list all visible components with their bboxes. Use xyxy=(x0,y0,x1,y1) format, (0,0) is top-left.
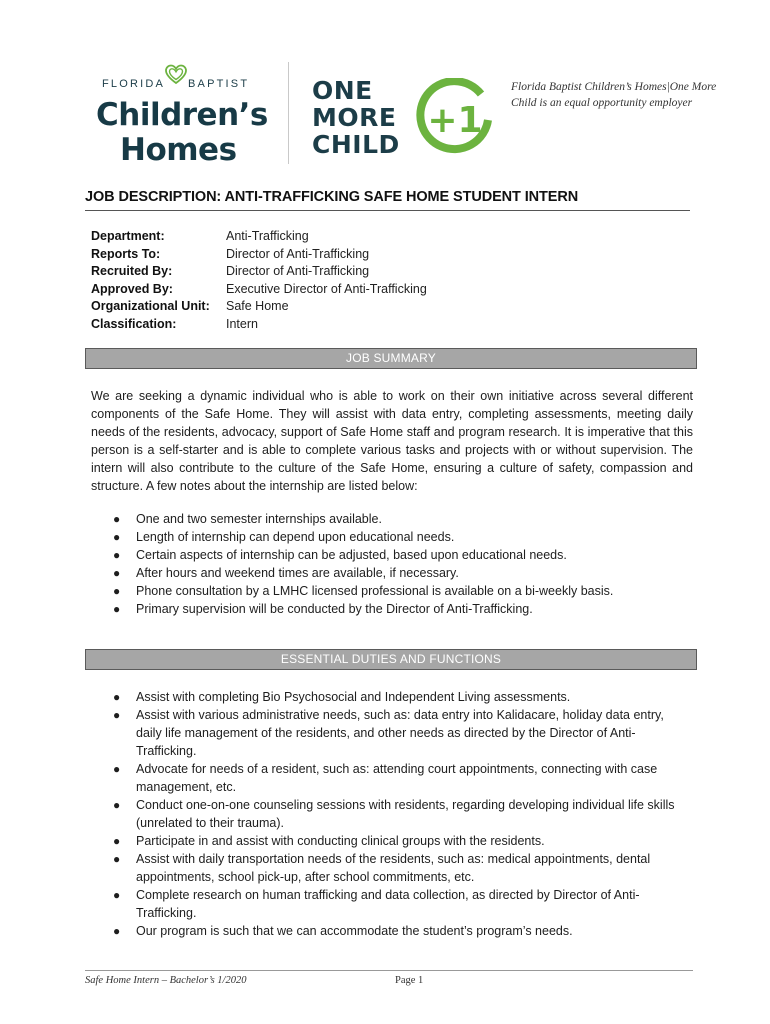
bullet-icon: ● xyxy=(113,888,121,902)
info-label: Organizational Unit: xyxy=(91,299,210,313)
fbch-logo-childrens: Children’s xyxy=(96,97,268,133)
footer-divider xyxy=(85,970,693,971)
info-row-organizational-unit xyxy=(91,298,611,316)
list-item xyxy=(91,832,691,850)
omc-word-more: MORE xyxy=(312,103,397,132)
info-value: Safe Home xyxy=(226,299,289,313)
list-item xyxy=(91,688,691,706)
heart-icon xyxy=(165,64,187,86)
info-row-recruited-by xyxy=(91,263,611,281)
logo-divider xyxy=(288,62,289,164)
list-item xyxy=(91,886,691,922)
list-item-text: Complete research on human trafficking and data collection, as directed by Director of Anti-Trafficking. xyxy=(136,888,640,920)
list-item-text: One and two semester internships available. xyxy=(136,512,382,526)
info-label: Department: xyxy=(91,229,165,243)
list-item xyxy=(91,600,691,618)
job-summary-paragraph: We are seeking a dynamic individual who is able to work on their own initiative across several different components of the Safe Home. They will assist with data entry, completing assessments, meeting daily needs of the residents, advocacy, support of Safe Home staff and program research. It is imperative that this person is a self-starter and is able to complete various tasks and projects with or without supervision. The intern will also contribute to the culture of the Safe Home, ensuring a culture of safety, compassion and structure. A few notes about the internship are listed below: xyxy=(91,389,693,493)
footer-page-number: Page 1 xyxy=(395,975,424,986)
bullet-icon: ● xyxy=(113,798,121,812)
info-row-classification xyxy=(91,316,611,334)
fbch-logo xyxy=(96,64,268,168)
bullet-icon: ● xyxy=(113,602,121,616)
info-value: Director of Anti-Trafficking xyxy=(226,246,370,261)
info-value: Director of Anti-Trafficking xyxy=(226,264,370,278)
plus-one-badge-icon xyxy=(415,78,495,158)
list-item-text: Length of internship can depend upon educational needs. xyxy=(136,530,455,544)
bullet-icon: ● xyxy=(113,834,121,848)
section-heading-essential-duties: ESSENTIAL DUTIES AND FUNCTIONS xyxy=(85,649,697,670)
list-item xyxy=(91,528,691,546)
info-row-department xyxy=(91,228,611,246)
list-item-text: Assist with completing Bio Psychosocial and Independent Living assessments. xyxy=(136,690,571,704)
info-value: Anti-Trafficking xyxy=(226,229,309,243)
list-item-text: Advocate for needs of a resident, such as: attending court appointments, connecting with case management, etc. xyxy=(136,762,658,794)
omc-word-child: CHILD xyxy=(312,130,400,159)
bullet-icon: ● xyxy=(113,762,121,776)
list-item xyxy=(91,706,691,760)
list-item xyxy=(91,796,691,832)
list-item-text: Phone consultation by a LMHC licensed professional is available on a bi-weekly basis. xyxy=(136,584,614,598)
list-item-text: After hours and weekend times are available, if necessary. xyxy=(136,566,459,580)
list-item-text: Participate in and assist with conducting clinical groups with the residents. xyxy=(136,834,545,848)
bullet-icon: ● xyxy=(113,566,121,580)
list-item xyxy=(91,546,691,564)
bullet-icon: ● xyxy=(113,708,121,722)
bullet-icon: ● xyxy=(113,548,121,562)
info-value: Executive Director of Anti-Trafficking xyxy=(226,281,427,296)
info-label: Approved By: xyxy=(91,281,173,296)
fbch-logo-florida: FLORIDA xyxy=(102,78,166,90)
list-item xyxy=(91,564,691,582)
section-heading-job-summary: JOB SUMMARY xyxy=(85,348,697,369)
info-label: Reports To: xyxy=(91,246,161,261)
page-title: JOB DESCRIPTION: ANTI-TRAFFICKING SAFE HOME STUDENT INTERN xyxy=(85,189,579,205)
internship-notes-list xyxy=(91,510,691,618)
essential-duties-list xyxy=(91,688,691,940)
footer-document-id: Safe Home Intern – Bachelor’s 1/2020 xyxy=(85,975,247,986)
list-item-text: Our program is such that we can accommodate the student’s program’s needs. xyxy=(136,924,573,938)
list-item xyxy=(91,760,691,796)
job-info-table xyxy=(91,228,611,333)
omc-word-one: ONE xyxy=(312,76,373,105)
one-more-child-logo xyxy=(312,76,497,160)
list-item xyxy=(91,850,691,886)
fbch-logo-homes: Homes xyxy=(120,132,237,168)
list-item-text: Conduct one-on-one counseling sessions with residents, regarding developing individual life skills (unrelated to their trauma). xyxy=(136,798,675,830)
info-label: Classification: xyxy=(91,316,177,331)
info-row-reports-to xyxy=(91,246,611,264)
title-underline xyxy=(85,210,690,211)
bullet-icon: ● xyxy=(113,530,121,544)
bullet-icon: ● xyxy=(113,924,121,938)
equal-opportunity-statement: Florida Baptist Children’s Homes|One More Child is an equal opportunity employer xyxy=(511,81,717,109)
info-row-approved-by xyxy=(91,281,611,299)
list-item-text: Certain aspects of internship can be adjusted, based upon educational needs. xyxy=(136,548,567,562)
list-item xyxy=(91,510,691,528)
plus-one-badge-text: +1 xyxy=(427,100,483,141)
list-item-text: Primary supervision will be conducted by the Director of Anti-Trafficking. xyxy=(136,602,533,616)
list-item-text: Assist with daily transportation needs of the residents, such as: medical appointments, dental appointments, school pick-up, after school commitments, etc. xyxy=(136,852,651,884)
fbch-logo-baptist: BAPTIST xyxy=(188,78,250,90)
list-item xyxy=(91,582,691,600)
bullet-icon: ● xyxy=(113,584,121,598)
bullet-icon: ● xyxy=(113,690,121,704)
list-item xyxy=(91,922,691,940)
info-label: Recruited By: xyxy=(91,264,173,278)
list-item-text: Assist with various administrative needs, such as: data entry into Kalidacare, holiday data entry, daily life management of the residents, and other needs as directed by the Director of Anti-Trafficking. xyxy=(136,708,664,758)
bullet-icon: ● xyxy=(113,852,121,866)
bullet-icon: ● xyxy=(113,512,121,526)
info-value: Intern xyxy=(226,316,258,331)
